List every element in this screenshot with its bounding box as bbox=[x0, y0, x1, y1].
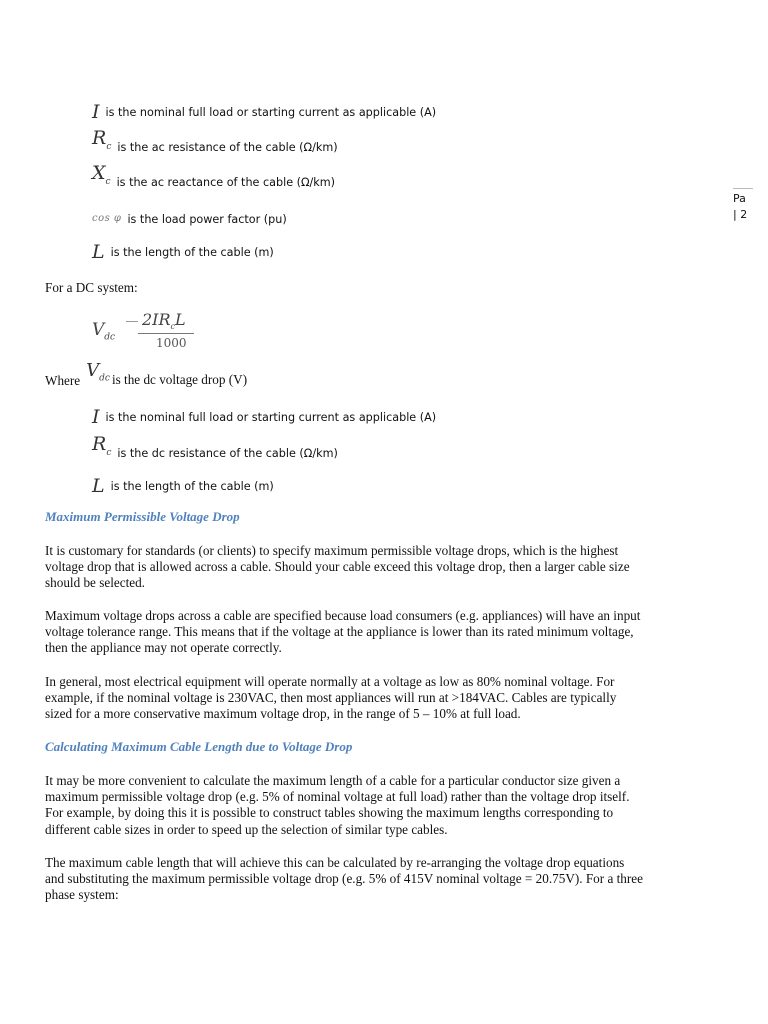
paragraph-3: In general, most electrical equipment will operate normally at a voltage as low as 80% nominal voltage. For example, if the nominal voltage is 230VAC, then most appliances will run at >184VAC. Cables are typically sized for a more conservative maximum voltage drop, in the range of 5 – 10% at full load. bbox=[45, 674, 617, 722]
dc-voltage-drop-formula bbox=[90, 308, 200, 352]
margin-rule bbox=[733, 188, 753, 189]
heading-max-permissible-voltage-drop: Maximum Permissible Voltage Drop bbox=[45, 509, 240, 524]
symbol-xc: $X_c$ bbox=[92, 162, 111, 187]
page-number-margin bbox=[733, 188, 768, 223]
formula-denominator: 1000 bbox=[156, 336, 187, 350]
page-label: Pa bbox=[733, 192, 746, 205]
fraction-bar bbox=[138, 333, 194, 334]
def-row-power-factor bbox=[92, 205, 287, 229]
formula-numerator: $2IR_cL$ bbox=[142, 310, 186, 332]
def-text: is the load power factor (pu) bbox=[127, 213, 287, 226]
def-text: is the ac resistance of the cable (Ω/km) bbox=[117, 141, 338, 154]
formula-lhs: $V_{dc}$ bbox=[92, 320, 116, 343]
where-label: Where bbox=[45, 373, 81, 388]
heading-max-cable-length: Calculating Maximum Cable Length due to Voltage Drop bbox=[45, 739, 353, 754]
def-row-length bbox=[92, 238, 274, 262]
symbol-rc: $R_c$ bbox=[92, 127, 112, 152]
symbol-vdc: $V_{dc}$ bbox=[86, 360, 110, 384]
paragraph-2: Maximum voltage drops across a cable are specified because load consumers (e.g. appliances) will have an input voltage tolerance range. This means that if the voltage at the appliance is lower than its rated minimum voltage, then the appliance may not operate correctly. bbox=[45, 608, 641, 656]
page-number: | 2 bbox=[733, 208, 748, 221]
symbol-rc: $R_c$ bbox=[92, 433, 112, 458]
symbol-cos-phi: cos φ bbox=[92, 213, 122, 224]
symbol-i: I bbox=[92, 101, 100, 123]
symbol-l: L bbox=[92, 241, 105, 263]
symbol-i: I bbox=[92, 406, 100, 428]
formula-equals bbox=[126, 321, 138, 323]
def-text: is the dc resistance of the cable (Ω/km) bbox=[117, 447, 338, 460]
dc-intro: For a DC system: bbox=[45, 280, 138, 295]
paragraph-4: It may be more convenient to calculate the maximum length of a cable for a particular conductor size given a maximum permissible voltage drop (e.g. 5% of nominal voltage at full load) rather than the voltage drop itself. For example, by doing this it is possible to construct tables showing the maximum lengths corresponding to different cable sizes in order to speed up the selection of similar type cables. bbox=[45, 773, 630, 837]
def-text: is the length of the cable (m) bbox=[110, 246, 274, 259]
def-text: is the nominal full load or starting current as applicable (A) bbox=[105, 106, 437, 119]
def-row-length-dc bbox=[92, 472, 274, 496]
def-row-current bbox=[92, 98, 436, 122]
def-row-current-dc bbox=[92, 403, 436, 427]
def-row-ac-resistance bbox=[92, 127, 338, 157]
def-text: is the ac reactance of the cable (Ω/km) bbox=[116, 176, 336, 189]
def-text: is the nominal full load or starting current as applicable (A) bbox=[105, 411, 437, 424]
paragraph-1: It is customary for standards (or clients) to specify maximum permissible voltage drops, which is the highest voltage drop that is allowed across a cable. Should your cable exceed this voltage drop, then a larger cable size should be selected. bbox=[45, 543, 630, 591]
where-text: is the dc voltage drop (V) bbox=[111, 372, 248, 387]
where-line bbox=[45, 360, 248, 389]
paragraph-5: The maximum cable length that will achieve this can be calculated by re-arranging the voltage drop equations and substituting the maximum permissible voltage drop (e.g. 5% of 415V nominal voltage = 20.75V). For a three phase system: bbox=[45, 855, 643, 903]
def-row-ac-reactance bbox=[92, 162, 336, 192]
symbol-l: L bbox=[92, 475, 105, 497]
def-text: is the length of the cable (m) bbox=[110, 480, 274, 493]
def-row-dc-resistance bbox=[92, 433, 338, 463]
